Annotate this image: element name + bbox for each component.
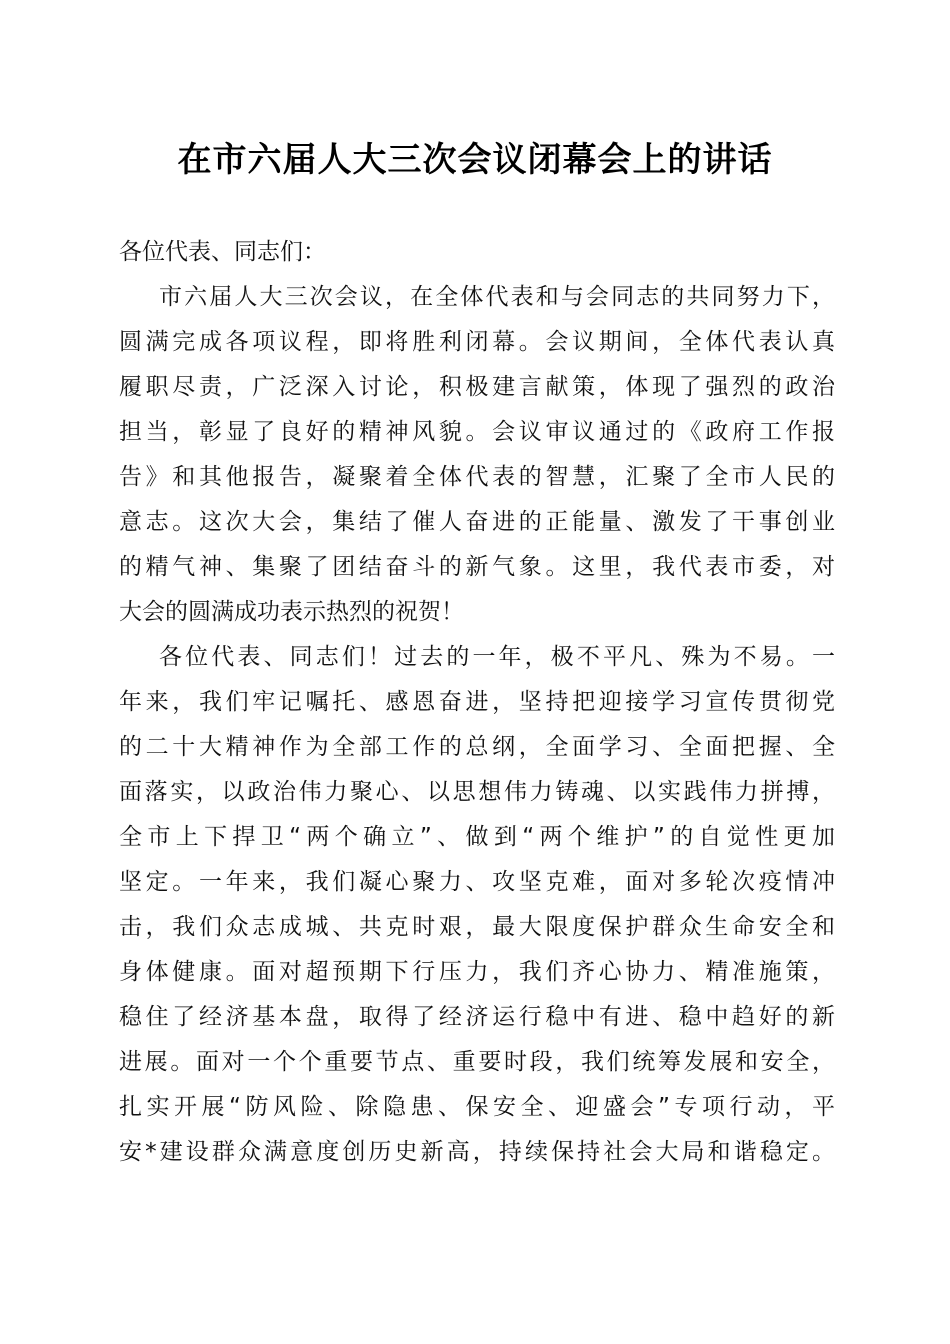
paragraph-line: 各位代表、同志们！过去的一年，极不平凡、殊为不易。一 [159, 644, 835, 670]
paragraph-line: 身体健康。面对超预期下行压力，我们齐心协力、精准施策， [119, 959, 835, 985]
paragraph-line: 面落实，以政治伟力聚心、以思想伟力铸魂、以实践伟力拼搏， [119, 779, 835, 805]
paragraph-2 [119, 635, 835, 1175]
paragraph-line: 击，我们众志成城、共克时艰，最大限度保护群众生命安全和 [119, 914, 835, 940]
paragraph-line: 履职尽责，广泛深入讨论，积极建言献策，体现了强烈的政治 [119, 374, 835, 400]
paragraph-line: 坚定。一年来，我们凝心聚力、攻坚克难，面对多轮次疫情冲 [119, 869, 835, 895]
paragraph-line: 进展。面对一个个重要节点、重要时段，我们统筹发展和安全， [119, 1049, 835, 1075]
paragraph-line: 意志。这次大会，集结了催人奋进的正能量、激发了干事创业 [119, 509, 835, 535]
paragraph-line: 的精气神、集聚了团结奋斗的新气象。这里，我代表市委，对 [119, 554, 835, 580]
paragraph-line: 大会的圆满成功表示热烈的祝贺！ [119, 599, 464, 625]
paragraph-line: 年来，我们牢记嘱托、感恩奋进，坚持把迎接学习宣传贯彻党 [119, 689, 835, 715]
paragraph-line: 担当，彰显了良好的精神风貌。会议审议通过的《政府工作报 [119, 419, 835, 445]
paragraph-line: 圆满完成各项议程，即将胜利闭幕。会议期间，全体代表认真 [119, 329, 835, 355]
paragraph-line: 安*建设群众满意度创历史新高，持续保持社会大局和谐稳定。 [119, 1139, 835, 1165]
paragraph-1 [119, 275, 835, 635]
paragraph-line: 的二十大精神作为全部工作的总纲，全面学习、全面把握、全 [119, 734, 835, 760]
paragraph-line: 告》和其他报告，凝聚着全体代表的智慧，汇聚了全市人民的 [119, 464, 835, 490]
document-title: 在市六届人大三次会议闭幕会上的讲话 [177, 140, 773, 180]
paragraph-line: 全市上下捍卫“两个确立”、做到“两个维护”的自觉性更加 [119, 824, 835, 850]
salutation: 各位代表、同志们： [119, 239, 326, 265]
paragraph-line: 市六届人大三次会议，在全体代表和与会同志的共同努力下， [159, 284, 835, 310]
paragraph-line: 稳住了经济基本盘，取得了经济运行稳中有进、稳中趋好的新 [119, 1004, 835, 1030]
document-body [119, 230, 835, 1175]
paragraph-line: 扎实开展“防风险、除隐患、保安全、迎盛会”专项行动，平 [119, 1094, 835, 1120]
